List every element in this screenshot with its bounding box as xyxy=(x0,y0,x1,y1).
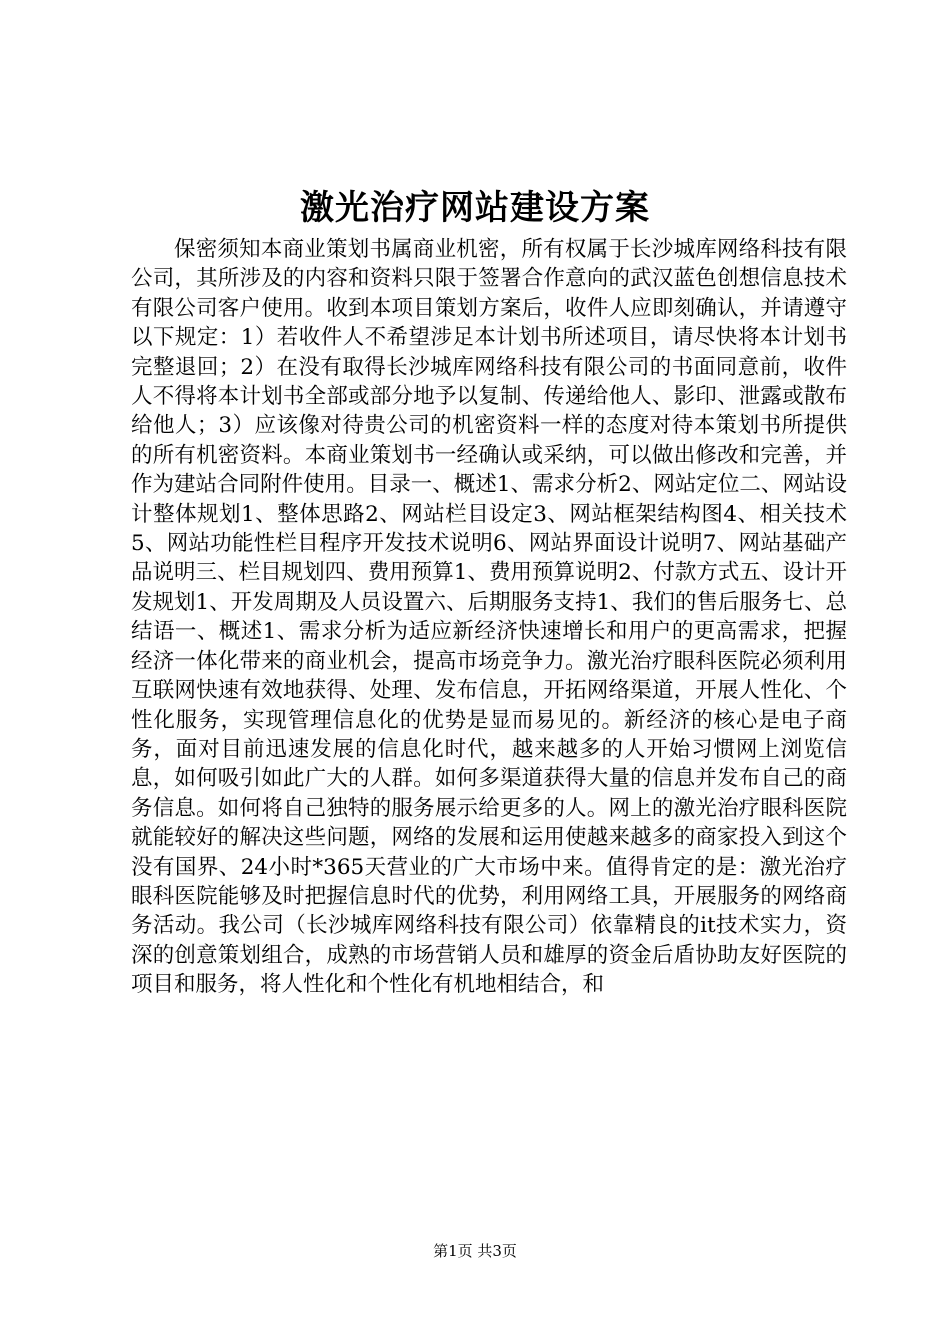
document-title: 激光治疗网站建设方案 xyxy=(300,188,650,228)
document-body-text: 保密须知本商业策划书属商业机密，所有权属于长沙城库网络科技有限公司，其所涉及的内容和资料只限于签署合作意向的武汉蓝色创想信息技术有限公司客户使用。收到本项目策划方案后，收件人应即刻确认，并请遵守以下规定：1）若收件人不希望涉足本计划书所述项目，请尽快将本计划书完整退回；2）在没有取得长沙城库网络科技有限公司的书面同意前，收件人不得将本计划书全部或部分地予以复制、传递给他人、影印、泄露或散布给他人；3）应该像对待贵公司的机密资料一样的态度对待本策划书所提供的所有机密资料。本商业策划书一经确认或采纳，可以做出修改和完善，并作为建站合同附件使用。目录一、概述1、需求分析2、网站定位二、网站设计整体规划1、整体思路2、网站栏目设定3、网站框架结构图4、相关技术5、网站功能性栏目程序开发技术说明6、网站界面设计说明7、网站基础产品说明三、栏目规划四、费用预算1、费用预算说明2、付款方式五、设计开发规划1、开发周期及人员设置六、后期服务支持1、我们的售后服务七、总结语一、概述1、需求分析为适应新经济快速增长和用户的更高需求，把握经济一体化带来的商业机会，提高市场竞争力。激光治疗眼科医院必须利用互联网快速有效地获得、处理、发布信息，开拓网络渠道，开展人性化、个性化服务，实现管理信息化的优势是显而易见的。新经济的核心是电子商务，面对目前迅速发展的信息化时代，越来越多的人开始习惯网上浏览信息，如何吸引如此广大的人群。如何多渠道获得大量的信息并发布自己的商务信息。如何将自己独特的服务展示给更多的人。网上的激光治疗眼科医院就能较好的解决这些问题，网络的发展和运用使越来越多的商家投入到这个没有国界、24小时*365天营业的广大市场中来。值得肯定的是：激光治疗眼科医院能够及时把握信息时代的优势，利用网络工具，开展服务的网络商务活动。我公司（长沙城库网络科技有限公司）依靠精良的it技术实力，资深的创意策划组合，成熟的市场营销人员和雄厚的资金后盾协助友好医院的项目和服务，将人性化和个性化有机地相结合，和 xyxy=(131,237,847,998)
page-number-footer: 第1页 共3页 xyxy=(433,1242,517,1260)
